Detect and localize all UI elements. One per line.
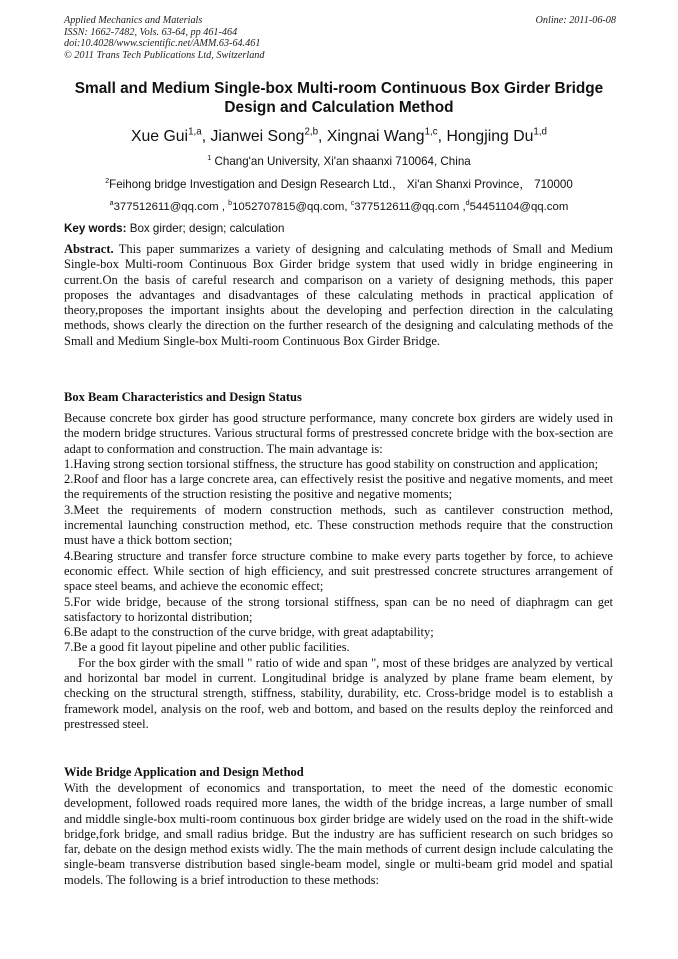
author-list: Xue Gui$^{1,a}$, Jianwei Song$^{2,b}$, Xingnai Wang$^{1,c}$, Hongjing Du$^{1,d}$ [130, 126, 547, 145]
title-line-1: Small and Medium Single-box Multi-room Continuous Box Girder Bridge [74, 80, 604, 97]
list-item: 5.For wide bridge, because of the strong torsional stiffness, span can be no need of diaphragm can get satisfactory to horizontal distribution; [64, 594, 613, 624]
journal-header [64, 15, 616, 61]
author-name: Jianwei Song [210, 128, 305, 145]
title-line-2: Design and Calculation Method [224, 98, 454, 116]
list-item: 4.Bearing structure and transfer force structure combine to make every parts together by force, to achieve economic effect. While section of high efficiency, and suit prestressed concrete structures arrangement of space steel beams, and achieve the economic effect; [64, 548, 613, 594]
author-sup: 1,d [533, 126, 547, 138]
keywords-label: Key words: [64, 222, 127, 235]
email-address: 377512611@qq.com , [113, 201, 229, 213]
journal-name: Applied Mechanics and Materials [64, 15, 203, 26]
abstract-label: Abstract. [64, 242, 114, 256]
paper-title [40, 80, 638, 117]
affiliation-text: Feihong bridge Investigation and Design Research Ltd.， Xi'an Shanxi Province， 710000 [109, 178, 573, 191]
email-sup: d [465, 200, 470, 208]
email-sup: b [228, 200, 233, 208]
copyright-line: © 2011 Trans Tech Publications Ltd, Switzerland [64, 49, 265, 61]
issn-line: ISSN: 1662-7482, Vols. 63-64, pp 461-464 [64, 26, 238, 38]
online-date: Online: 2011-06-08 [535, 15, 616, 26]
section-1-body [64, 411, 613, 732]
abstract [64, 242, 613, 349]
author-name: Xingnai Wang [326, 128, 425, 145]
affiliation-2 [40, 177, 638, 192]
author-sup: 1,c [424, 126, 438, 138]
email-sup: a [109, 200, 114, 208]
affiliation-1 [40, 154, 638, 169]
paragraph: With the development of economics and transportation, to meet the need of the domestic economic development, followed roads required more lanes, the width of the bridge increas, a large number of small and middle single-box multi-room continuous box girder bridge are widely used on the road in the shift-wide bridge,fork bridge, and small radius bridge. But the industry are has sufficient research on such bridges so far, debate on the design method exists widly. The the main methods of current design include calculating the single-beam transverse distribution based single-beam model, single or multi-beam grid model and spatial models. The following is a brief introduction to these methods: [64, 781, 613, 887]
list-item: 3.Meet the requirements of modern construction methods, such as cantilever construction method, incremental launching construction method, etc. These construction methods require that the construction must have a thick bottom section; [64, 502, 613, 548]
email-list [40, 200, 638, 215]
email-address: 1052707815@qq.com, [232, 201, 351, 213]
email-sup: c [350, 200, 355, 208]
list-item: 7.Be a good fit layout pipeline and other public facilities. [64, 640, 350, 655]
section-2-body [64, 781, 613, 888]
keywords-text: Box girder; design; calculation [126, 222, 285, 235]
email-address: 377512611@qq.com , [354, 201, 466, 213]
author-sup: 2,b [304, 126, 319, 138]
author-name: Hongjing Du [446, 128, 534, 145]
affiliation-sup: 2 [105, 176, 110, 186]
email-address: 54451104@qq.com [469, 201, 569, 213]
affiliation-text: Chang'an University, Xi'an shaanxi 710064, China [211, 155, 471, 168]
author-name: Xue Gui [130, 128, 189, 145]
author-sup: 1,a [188, 126, 202, 138]
list-item: 2.Roof and floor has a large concrete area, can effectively resist the positive and negative moments, and meet the requirements of the struction resisting the positive and negative moments; [64, 472, 613, 502]
section-heading-1: Box Beam Characteristics and Design Status [64, 390, 302, 404]
affiliation-sup: 1 [207, 153, 212, 163]
list-item: 1.Having strong section torsional stiffness, the structure has good stability on construction and application; [64, 456, 599, 471]
paragraph: Because concrete box girder has good structure performance, many concrete box girders are widely used in the modern bridge structures. Various structural forms of prestressed concrete bridge with the box-section are adapt to conformation and construction. The main advantage is: [64, 411, 613, 456]
abstract-text: This paper summarizes a variety of designing and calculating methods of Small and Medium Single-box Multi-room Continuous Box Girder bridge system that used widly in bridge engineering in current.On the basis of careful research and comparison on a variety of designing methods, this paper proposes the advantages and disadvantages of these calculating methods in practical application of theory,proposes the important insights about the developing and perfection direction in the calculating methods, shows clearly the direction on the further research of the designing and calculating methods of the Small and Medium Single-box Multi-room Continuous Box Girder Bridge. [64, 242, 613, 348]
section-heading-2: Wide Bridge Application and Design Method [64, 765, 304, 779]
list-item: 6.Be adapt to the construction of the curve bridge, with great adaptability; [64, 625, 434, 640]
paragraph: For the box girder with the small " ratio of wide and span ", most of these bridges are analyzed by vertical and horizontal bar model in current. Longitudinal bridge is analyzed by plane frame beam element, by checking on the structural strength, stiffness, stability, durability, etc. Cross-bridge model is to establish a framework model, analysis on the roof, web and bottom, and based on the results deploy the reinforced and prestressed steel. [64, 655, 613, 731]
keywords [64, 221, 620, 236]
doi-line: doi:10.4028/www.scientific.net/AMM.63-64.461 [64, 38, 261, 50]
